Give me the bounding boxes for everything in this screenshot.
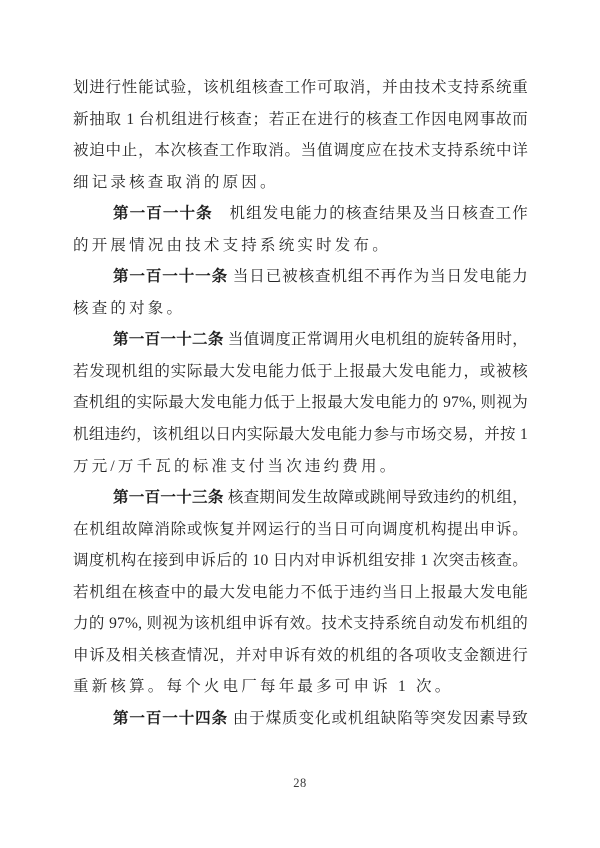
line-text: 力的 97%, 则视为该机组申诉有效。技术支持系统自动发布机组的 xyxy=(73,615,528,633)
line-text: 若发现机组的实际最大发电能力低于上报最大发电能力，或被核 xyxy=(73,362,528,380)
line-text: 机组违约，该机组以日内实际最大发电能力参与市场交易，并按 1 xyxy=(73,426,528,444)
article-number: 第一百一十条 xyxy=(113,205,213,223)
text-line xyxy=(73,72,528,104)
line-text: 的开展情况由技术支持系统实时发布。 xyxy=(73,236,391,254)
line-text: 在机组故障消除或恢复并网运行的当日可向调度机构提出申诉。 xyxy=(73,520,528,538)
text-line xyxy=(73,387,528,419)
line-text: 由于煤质变化或机组缺陷等突发因素导致 xyxy=(228,709,528,727)
text-line xyxy=(73,577,528,609)
article-number: 第一百一十三条 xyxy=(113,489,224,507)
line-text: 查机组的实际最大发电能力低于上报最大发电能力的 97%, 则视为 xyxy=(73,394,528,412)
text-line xyxy=(73,671,528,703)
line-text: 核查的对象。 xyxy=(73,299,186,317)
article-number: 第一百一十二条 xyxy=(113,331,224,349)
line-text: 申诉及相关核查情况，并对申诉有效的机组的各项收支金额进行 xyxy=(73,646,528,664)
line-text: 细记录核查取消的原因。 xyxy=(73,173,279,191)
line-text: 划进行性能试验，该机组核查工作可取消，并由技术支持系统重 xyxy=(73,79,528,96)
text-line xyxy=(73,167,528,199)
text-line xyxy=(73,198,528,230)
text-line xyxy=(73,356,528,388)
line-text: 当日已被核查机组不再作为当日发电能力 xyxy=(228,268,528,286)
text-line xyxy=(73,104,528,136)
article-number: 第一百一十一条 xyxy=(113,268,229,286)
text-line xyxy=(73,135,528,167)
text-line xyxy=(73,230,528,262)
line-text: 新抽取 1 台机组进行核查；若正在进行的核查工作因电网事故而 xyxy=(73,110,528,128)
text-line xyxy=(73,324,528,356)
text-line xyxy=(73,640,528,672)
line-text: 若机组在核查中的最大发电能力不低于违约当日上报最大发电能 xyxy=(73,583,528,601)
text-line xyxy=(73,261,528,293)
line-text: 机组发电能力的核查结果及当日核查工作 xyxy=(212,205,528,223)
line-text: 重新核算。每个火电厂每年最多可申诉 1 次。 xyxy=(73,678,454,696)
line-text: 万元/万千瓦的标准支付当次违约费用。 xyxy=(73,457,399,475)
text-line xyxy=(73,703,528,735)
text-line xyxy=(73,482,528,514)
text-line xyxy=(73,419,528,451)
document-body xyxy=(73,72,528,734)
line-text: 被迫中止，本次核查工作取消。当值调度应在技术支持系统中详 xyxy=(73,142,528,160)
line-text: 调度机构在接到申诉后的 10 日内对申诉机组安排 1 次突击核查。 xyxy=(73,552,528,570)
text-line xyxy=(73,514,528,546)
text-line xyxy=(73,608,528,640)
line-text: 核查期间发生故障或跳闸导致违约的机组， xyxy=(223,489,528,507)
line-text: 当值调度正常调用火电机组的旋转备用时， xyxy=(223,331,528,349)
text-line xyxy=(73,451,528,483)
page-number: 28 xyxy=(293,776,307,790)
article-number: 第一百一十四条 xyxy=(113,709,229,727)
text-line xyxy=(73,293,528,325)
text-line xyxy=(73,545,528,577)
